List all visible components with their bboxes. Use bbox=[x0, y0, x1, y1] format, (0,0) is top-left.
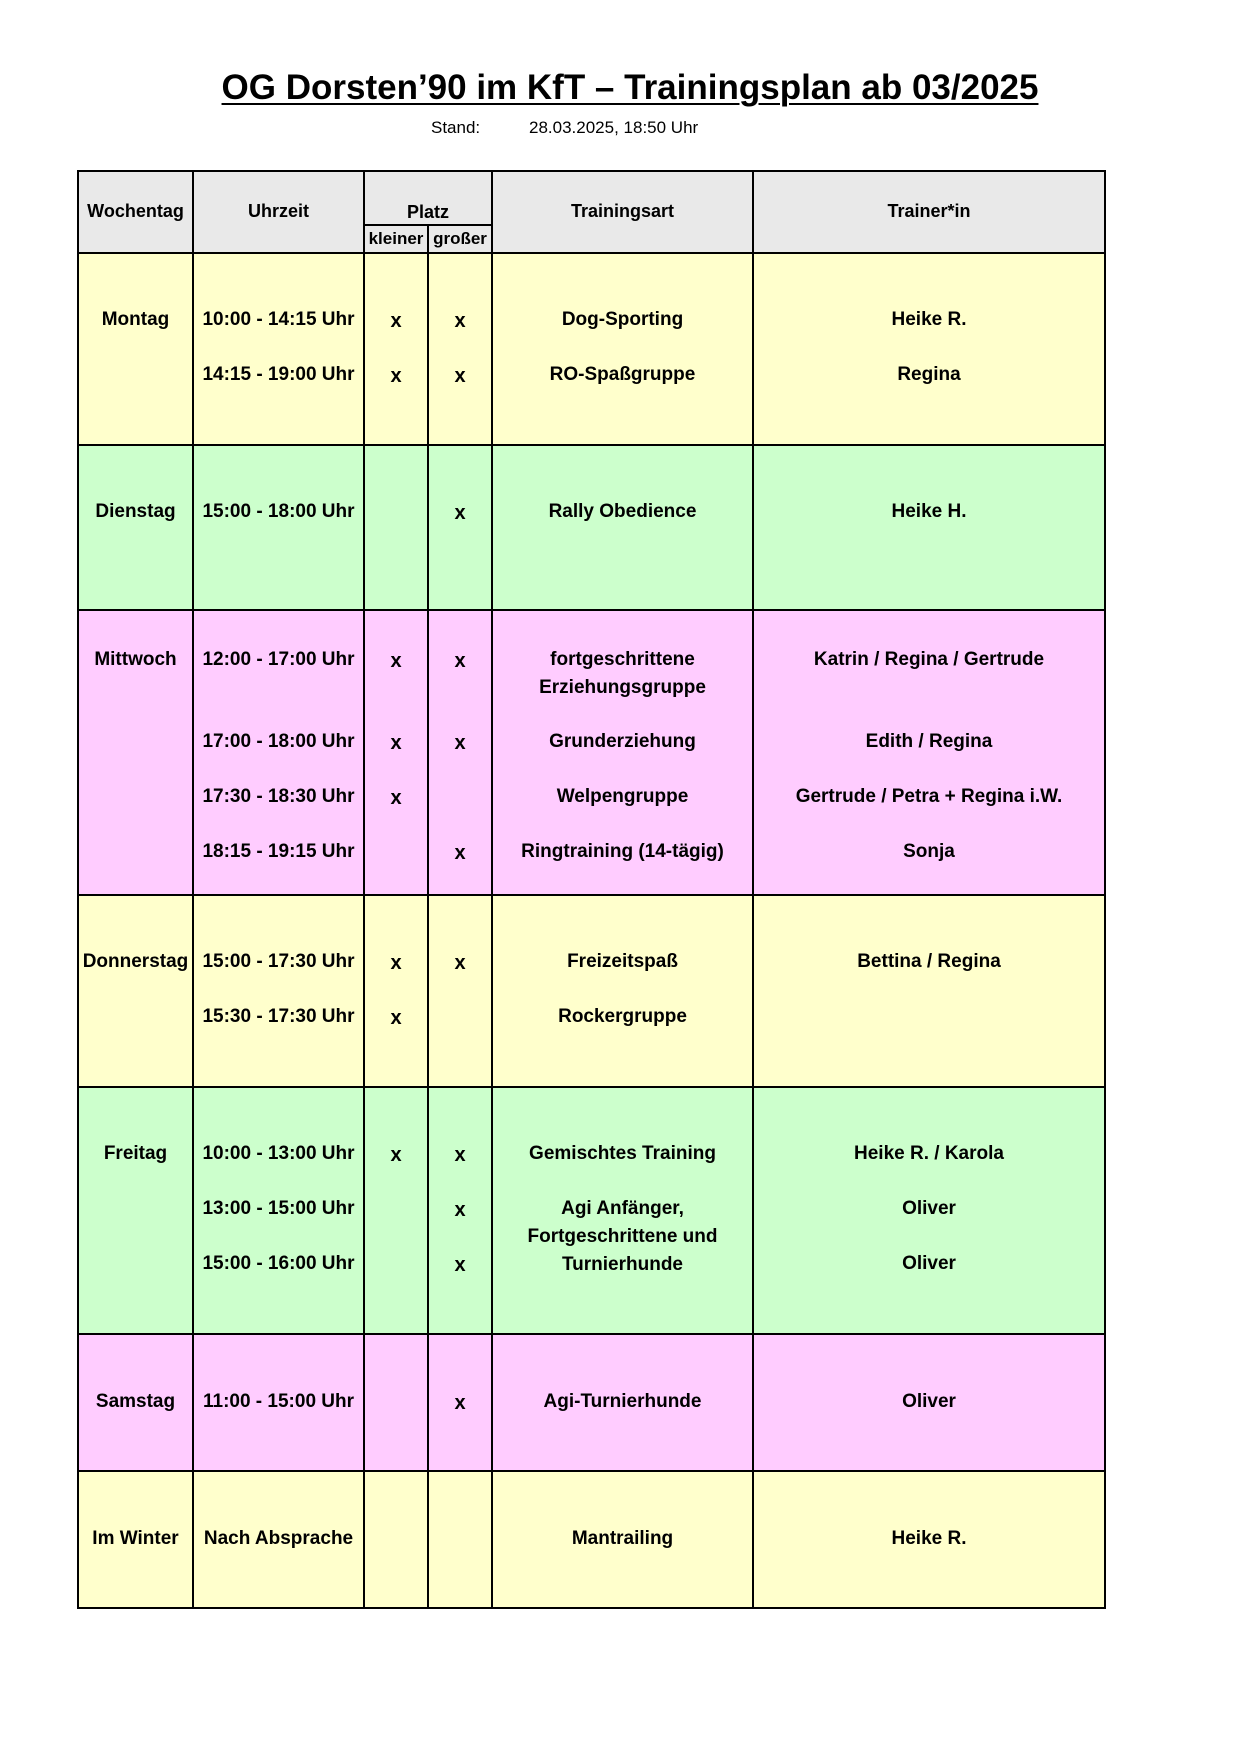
small-field-mark: x bbox=[390, 310, 402, 332]
large-field-mark: x bbox=[454, 1392, 466, 1414]
header-training-type: Trainingsart bbox=[570, 201, 675, 221]
time-slot: 15:30 - 17:30 Uhr bbox=[202, 1006, 355, 1027]
time-slot: 11:00 - 15:00 Uhr bbox=[202, 1391, 355, 1412]
training-type: fortgeschrittene Erziehungsgruppe bbox=[539, 649, 706, 698]
row-bg-donnerstag bbox=[78, 895, 1105, 1087]
trainer-name: Sonja bbox=[903, 841, 955, 862]
trainer-name: Regina bbox=[897, 364, 961, 385]
weekday-montag: Montag bbox=[101, 309, 170, 330]
large-field-mark: x bbox=[454, 1144, 466, 1166]
header-platz-large: großer bbox=[433, 229, 487, 248]
time-slot: 15:00 - 16:00 Uhr bbox=[202, 1253, 355, 1274]
header-time: Uhrzeit bbox=[247, 201, 309, 221]
stand-date: 28.03.2025, 18:50 Uhr bbox=[529, 118, 699, 137]
trainer-name: Gertrude / Petra + Regina i.W. bbox=[795, 786, 1063, 807]
training-type: Grunderziehung bbox=[549, 731, 696, 752]
training-type: RO-Spaßgruppe bbox=[549, 364, 696, 385]
time-slot: 15:00 - 17:30 Uhr bbox=[202, 951, 355, 972]
small-field-mark: x bbox=[390, 1144, 402, 1166]
trainer-name: Katrin / Regina / Gertrude bbox=[813, 649, 1045, 670]
time-slot: Nach Absprache bbox=[203, 1528, 354, 1549]
training-type: Dog-Sporting bbox=[561, 309, 684, 330]
page-title: OG Dorsten’90 im KfT – Trainingsplan ab 03/2025 bbox=[221, 68, 1039, 107]
large-field-mark: x bbox=[454, 502, 466, 524]
training-type: Ringtraining (14-tägig) bbox=[521, 841, 724, 862]
large-field-mark: x bbox=[454, 365, 466, 387]
training-type: Freizeitspaß bbox=[567, 951, 678, 972]
large-field-mark: x bbox=[454, 1254, 466, 1276]
training-type: Welpengruppe bbox=[556, 786, 689, 807]
trainer-name: Bettina / Regina bbox=[857, 951, 1001, 972]
training-type: Agi-Turnierhunde bbox=[543, 1391, 702, 1412]
weekday-im-winter: Im Winter bbox=[92, 1528, 179, 1549]
trainer-name: Heike R. bbox=[891, 309, 967, 330]
time-slot: 10:00 - 14:15 Uhr bbox=[202, 309, 355, 330]
large-field-mark: x bbox=[454, 650, 466, 672]
weekday-samstag: Samstag bbox=[95, 1391, 176, 1412]
weekday-dienstag: Dienstag bbox=[95, 501, 176, 522]
weekday-freitag: Freitag bbox=[103, 1143, 168, 1164]
training-type: Rally Obedience bbox=[548, 501, 697, 522]
trainer-name: Oliver bbox=[902, 1198, 956, 1219]
header-weekday: Wochentag bbox=[87, 201, 184, 221]
row-bg-montag bbox=[78, 253, 1105, 445]
training-type: Rockergruppe bbox=[558, 1006, 687, 1027]
trainer-name: Edith / Regina bbox=[865, 731, 993, 752]
large-field-mark: x bbox=[454, 842, 466, 864]
time-slot: 12:00 - 17:00 Uhr bbox=[202, 649, 355, 670]
trainer-name: Oliver bbox=[902, 1391, 956, 1412]
trainer-name: Heike H. bbox=[891, 501, 967, 522]
time-slot: 15:00 - 18:00 Uhr bbox=[202, 501, 355, 522]
large-field-mark: x bbox=[454, 1199, 466, 1221]
header-trainer: Trainer*in bbox=[887, 201, 971, 221]
time-slot: 18:15 - 19:15 Uhr bbox=[202, 841, 355, 862]
training-type: Agi Anfänger, Fortgeschrittene und Turnierhunde bbox=[527, 1198, 718, 1275]
stand-label: Stand: bbox=[431, 118, 481, 137]
time-slot: 17:30 - 18:30 Uhr bbox=[202, 786, 355, 807]
weekday-donnerstag: Donnerstag bbox=[82, 951, 189, 972]
small-field-mark: x bbox=[390, 1007, 402, 1029]
weekday-mittwoch: Mittwoch bbox=[94, 649, 177, 670]
trainer-name: Heike R. bbox=[891, 1528, 967, 1549]
small-field-mark: x bbox=[390, 732, 402, 754]
time-slot: 14:15 - 19:00 Uhr bbox=[202, 364, 355, 385]
training-type: Gemischtes Training bbox=[529, 1143, 716, 1164]
small-field-mark: x bbox=[390, 787, 402, 809]
small-field-mark: x bbox=[390, 650, 402, 672]
time-slot: 10:00 - 13:00 Uhr bbox=[202, 1143, 355, 1164]
large-field-mark: x bbox=[454, 310, 466, 332]
time-slot: 17:00 - 18:00 Uhr bbox=[202, 731, 355, 752]
row-bg-dienstag bbox=[78, 445, 1105, 610]
small-field-mark: x bbox=[390, 365, 402, 387]
large-field-mark: x bbox=[454, 732, 466, 754]
trainer-name: Heike R. / Karola bbox=[854, 1143, 1004, 1164]
small-field-mark: x bbox=[390, 952, 402, 974]
training-type: Mantrailing bbox=[571, 1528, 674, 1549]
header-platz: Platz bbox=[406, 202, 449, 222]
trainer-name: Oliver bbox=[902, 1253, 956, 1274]
large-field-mark: x bbox=[454, 952, 466, 974]
time-slot: 13:00 - 15:00 Uhr bbox=[202, 1198, 355, 1219]
header-platz-small: kleiner bbox=[368, 229, 424, 248]
